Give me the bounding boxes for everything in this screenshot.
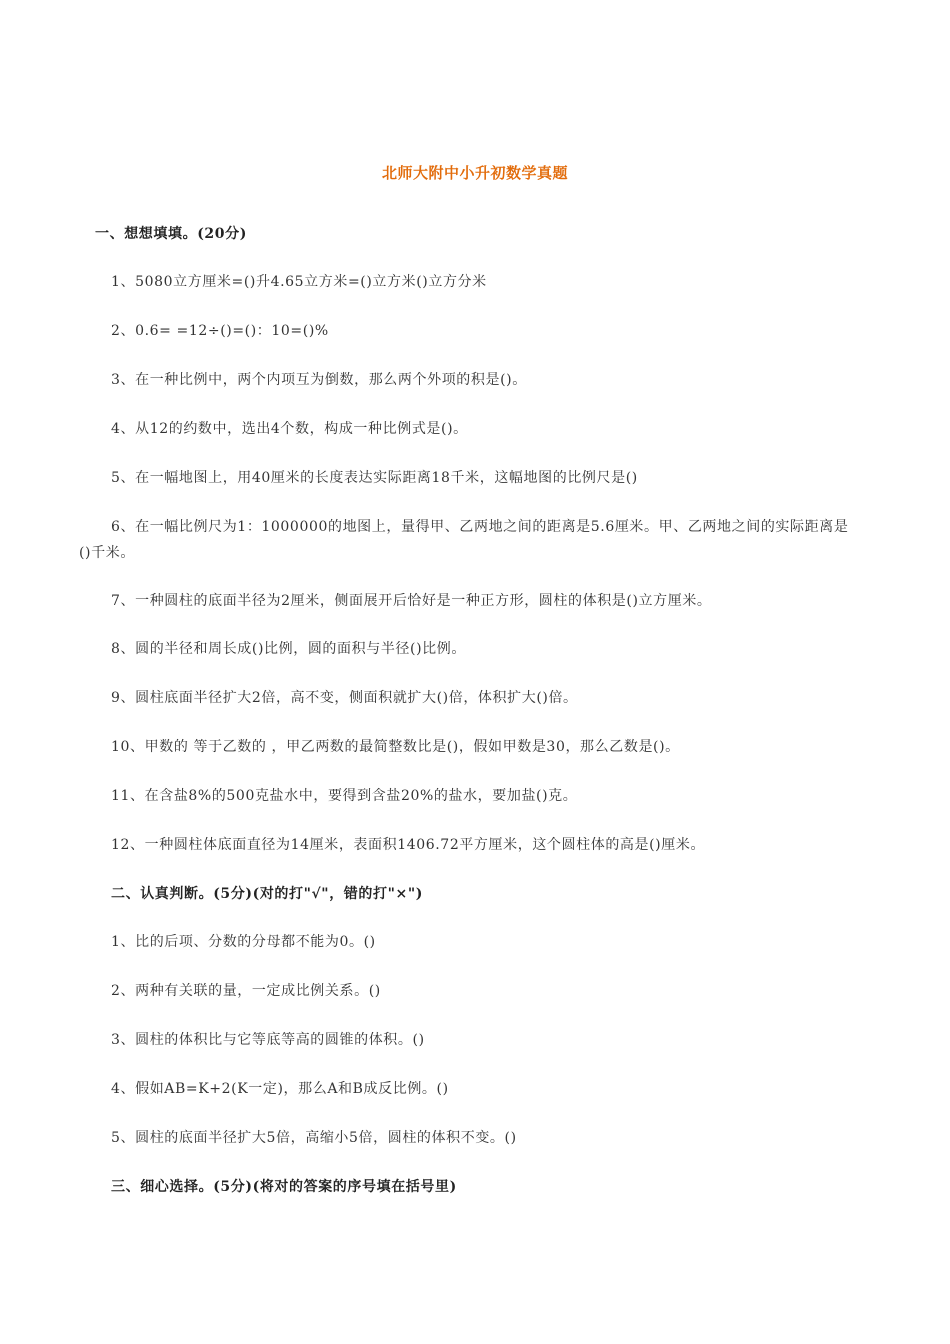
question-item: 1、5080立方厘米=()升4.65立方米=()立方米()立方分米 (111, 274, 487, 290)
question-item: 9、圆柱底面半径扩大2倍，高不变，侧面积就扩大()倍，体积扩大()倍。 (111, 690, 578, 706)
question-item: 4、假如AB=K+2(K一定)，那么A和B成反比例。() (111, 1081, 449, 1097)
question-item: 12、一种圆柱体底面直径为14厘米，表面积1406.72平方厘米，这个圆柱体的高是()厘米。 (111, 837, 706, 853)
question-item: 3、在一种比例中，两个内项互为倒数，那么两个外项的积是()。 (111, 372, 527, 388)
section-heading-choose: 三、细心选择。(5分)(将对的答案的序号填在括号里) (111, 1179, 457, 1195)
question-item: 2、0.6= =12÷()=()：10=()% (111, 323, 329, 339)
question-item: 10、甲数的 等于乙数的 ，甲乙两数的最简整数比是()，假如甲数是30，那么乙数是()。 (111, 739, 680, 755)
page-title: 北师大附中小升初数学真题 (381, 164, 568, 182)
section-heading-judge: 二、认真判断。(5分)(对的打"√"，错的打"×") (111, 886, 423, 902)
question-item: 2、两种有关联的量，一定成比例关系。() (111, 983, 381, 999)
question-item: 8、圆的半径和周长成()比例，圆的面积与半径()比例。 (111, 641, 466, 657)
question-item: 7、一种圆柱的底面半径为2厘米，侧面展开后恰好是一种正方形，圆柱的体积是()立方厘米。 (111, 593, 712, 609)
question-item: 5、在一幅地图上，用40厘米的长度表达实际距离18千米，这幅地图的比例尺是() (111, 470, 638, 486)
question-item: 3、圆柱的体积比与它等底等高的圆锥的体积。() (111, 1032, 425, 1048)
section-heading-fill-in: 一、想想填填。(20分) (95, 226, 247, 242)
question-item: 5、圆柱的底面半径扩大5倍，高缩小5倍，圆柱的体积不变。() (111, 1130, 517, 1146)
question-item: 6、在一幅比例尺为1：1000000的地图上，量得甲、乙两地之间的距离是5.6厘米。甲、乙两地之间的实际距离是()千米。 (79, 519, 849, 561)
question-item: 1、比的后项、分数的分母都不能为0。() (111, 934, 376, 950)
question-item: 4、从12的约数中，选出4个数，构成一种比例式是()。 (111, 421, 468, 437)
question-item: 11、在含盐8%的500克盐水中，要得到含盐20%的盐水，要加盐()克。 (111, 788, 578, 804)
